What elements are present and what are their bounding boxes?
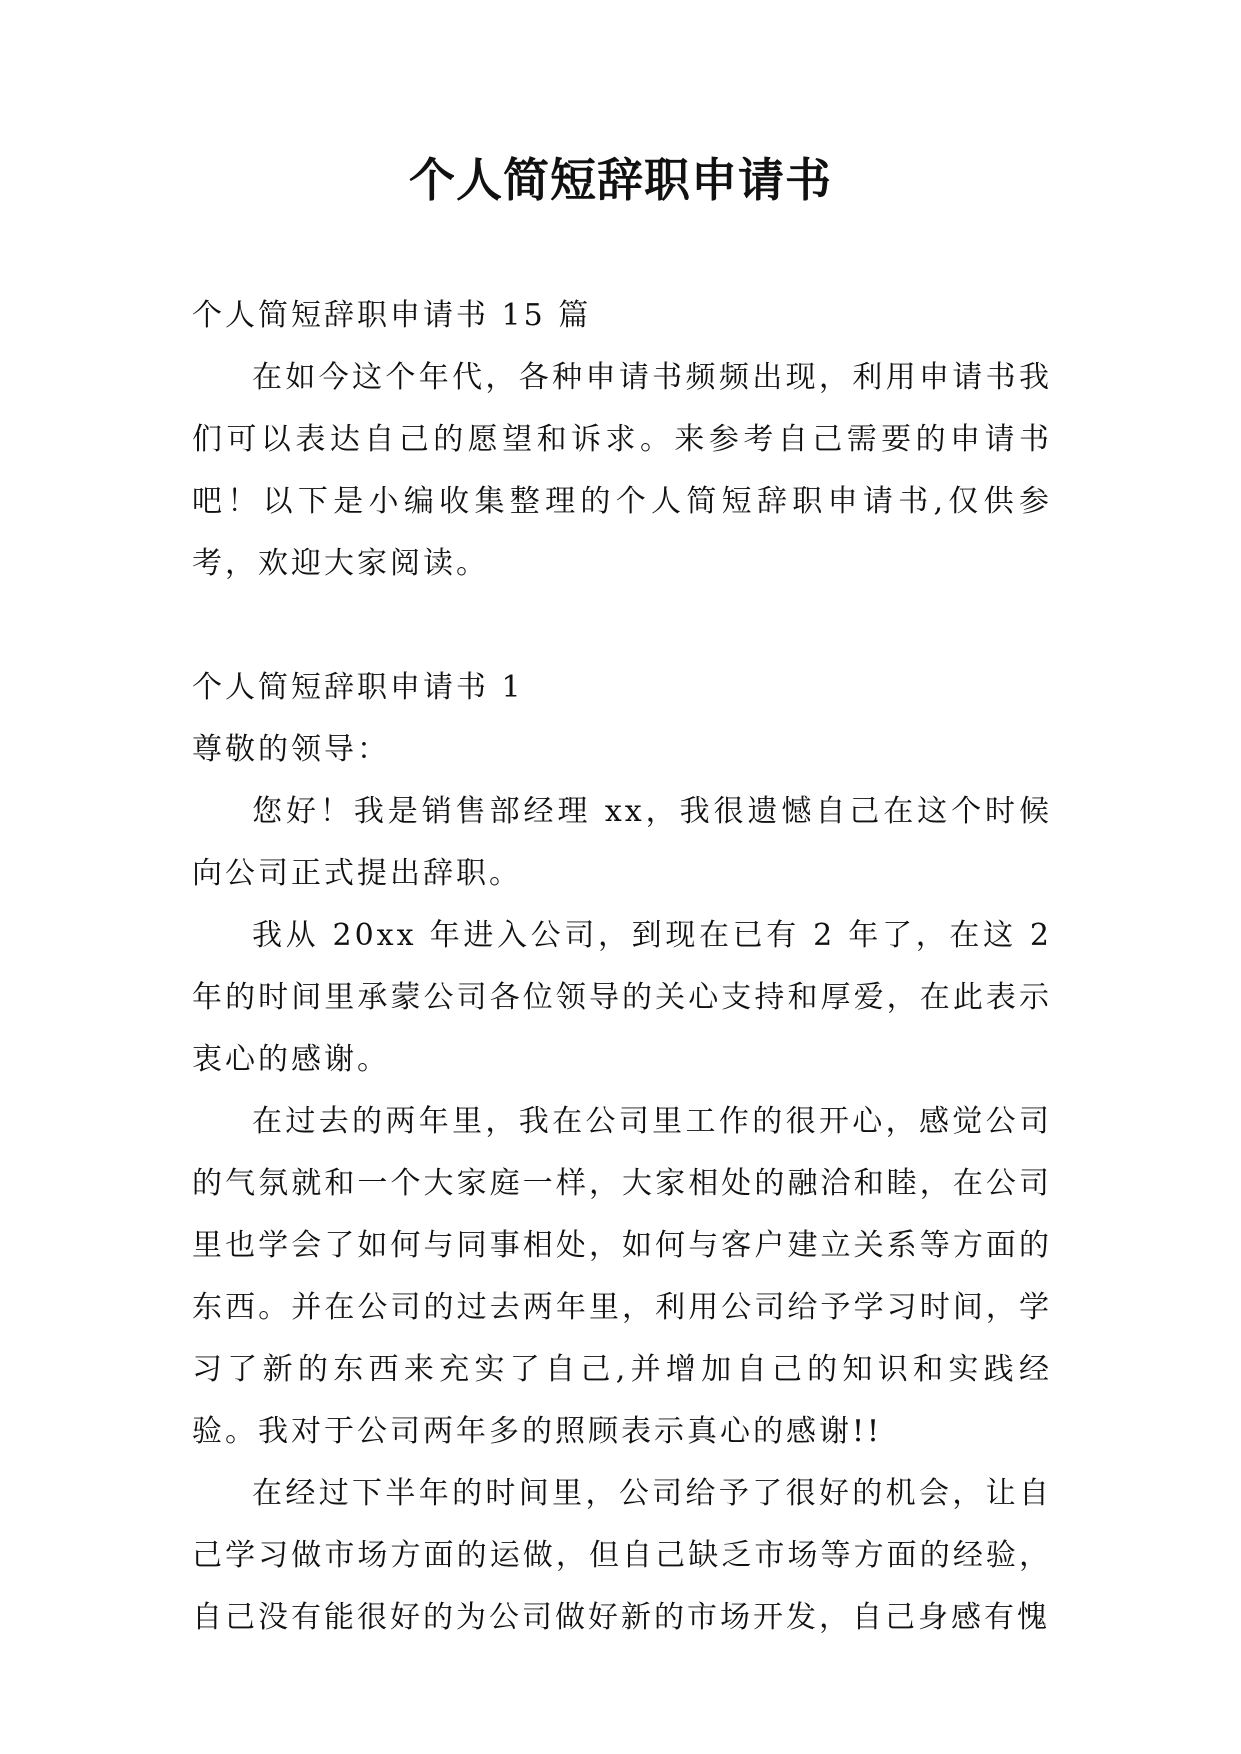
document-body (192, 285, 1052, 1649)
salutation: 尊敬的领导： (192, 732, 390, 767)
document-title: 个人简短辞职申请书 (409, 153, 832, 207)
section-heading: 个人简短辞职申请书 1 (192, 670, 524, 705)
body-paragraph: 您好！我是销售部经理 xx，我很遗憾自己在这个时候向公司正式提出辞职。 (192, 794, 1052, 891)
body-paragraph: 在过去的两年里，我在公司里工作的很开心，感觉公司的气氛就和一个大家庭一样，大家相处的融洽和睦，在公司里也学会了如何与同事相处，如何与客户建立关系等方面的东西。并在公司的过去两年里，利用公司给予学习时间，学习了新的东西来充实了自己,并增加自己的知识和实践经验。我对于公司两年多的照顾表示真心的感谢!! (192, 1104, 1052, 1449)
document-subtitle: 个人简短辞职申请书 15 篇 (192, 298, 592, 333)
body-paragraph: 我从 20xx 年进入公司，到现在已有 2 年了，在这 2 年的时间里承蒙公司各位领导的关心支持和厚爱，在此表示衷心的感谢。 (192, 918, 1052, 1077)
section-spacer (192, 595, 1052, 657)
intro-paragraph: 在如今这个年代，各种申请书频频出现，利用申请书我们可以表达自己的愿望和诉求。来参考自己需要的申请书吧！以下是小编收集整理的个人简短辞职申请书,仅供参考，欢迎大家阅读。 (192, 360, 1052, 581)
body-paragraph: 在经过下半年的时间里，公司给予了很好的机会，让自己学习做市场方面的运做，但自己缺乏市场等方面的经验，自己没有能很好的为公司做好新的市场开发，自己身感有愧 (192, 1476, 1052, 1635)
